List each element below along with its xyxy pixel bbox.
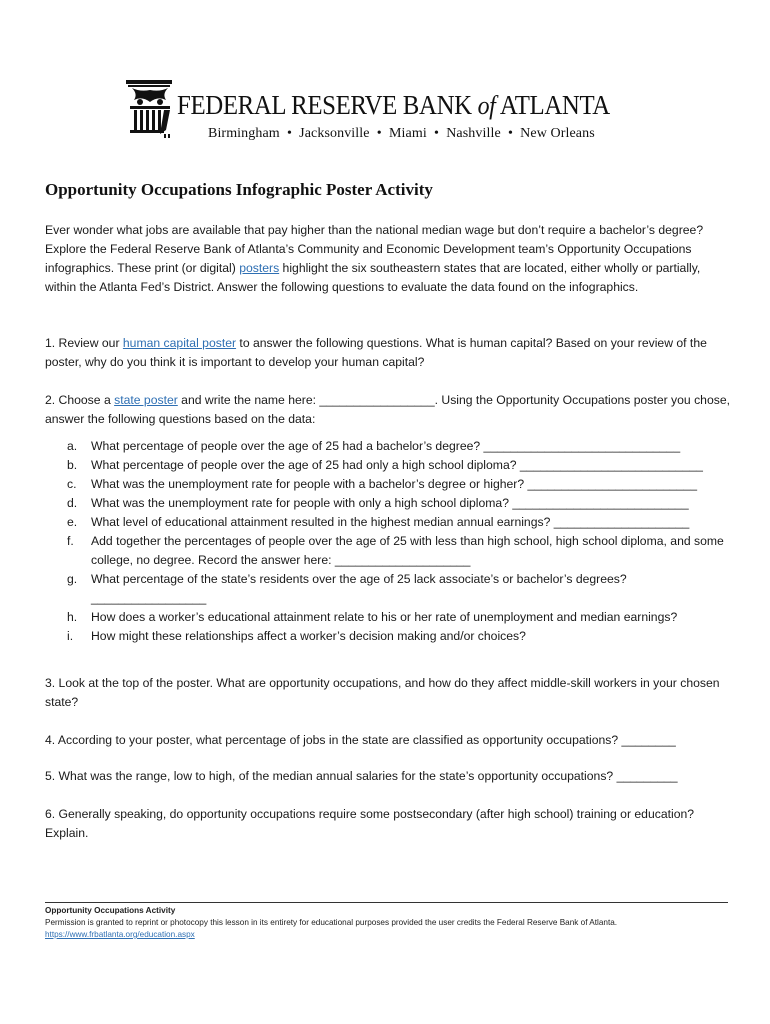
sub-question-letter: b. <box>67 458 78 472</box>
sub-question-f <box>67 532 732 570</box>
district-cities: Birmingham • Jacksonville • Miami • Nashville • New Orleans <box>208 126 595 141</box>
sub-question-letter: e. <box>67 515 78 529</box>
sub-question-e <box>67 513 732 532</box>
footer-url-link[interactable]: https://www.frbatlanta.org/education.aspx <box>45 930 195 939</box>
human-capital-poster-link[interactable]: human capital poster <box>122 336 237 350</box>
q1-text-after: to answer the following questions. What is human capital? Based on your review of the poster, why do you think it is important to develop your human capital? <box>45 336 707 369</box>
sub-question-h <box>67 608 732 627</box>
page-footer <box>45 905 735 941</box>
bank-name-part-1: FEDERAL RESERVE BANK <box>177 90 478 120</box>
sub-question-i <box>67 627 732 646</box>
sub-question-text: What was the unemployment rate for people with a bachelor’s degree or higher? _________________________ <box>91 477 697 491</box>
frb-atlanta-logo <box>124 78 644 148</box>
sub-question-text: What was the unemployment rate for people with only a high school diploma? __________________________ <box>91 496 689 510</box>
intro-text-after: highlight the six southeastern states that are located, either wholly or partially, within the Atlanta Fed’s District. Answer the following questions to evaluate the data found on the infographics. <box>45 261 701 294</box>
sub-question-text: What percentage of the state’s residents over the age of 25 lack associate’s or bachelor’s degrees? _________________ <box>91 572 627 605</box>
sub-question-letter: f. <box>67 534 74 548</box>
intro-paragraph <box>45 221 730 297</box>
question-2 <box>45 391 730 429</box>
sub-question-text: What level of educational attainment resulted in the highest median annual earnings? ____________________ <box>91 515 690 529</box>
posters-link[interactable]: posters <box>239 261 280 275</box>
q1-text-before: 1. Review our <box>45 336 123 350</box>
sub-question-text: How does a worker’s educational attainment relate to his or her rate of unemployment and median earnings? <box>91 610 678 624</box>
sub-question-a <box>67 437 732 456</box>
sub-question-letter: h. <box>67 610 78 624</box>
bank-name-part-2: ATLANTA <box>495 90 610 120</box>
sub-question-list <box>67 437 732 646</box>
question-1 <box>45 334 730 372</box>
sub-question-letter: a. <box>67 439 78 453</box>
q2-text-before: 2. Choose a <box>45 393 115 407</box>
question-3: 3. Look at the top of the poster. What are opportunity occupations, and how do they affect middle-skill workers in your chosen state? <box>45 676 720 709</box>
sub-question-text: How might these relationships affect a worker’s decision making and/or choices? <box>91 629 526 643</box>
sub-question-letter: i. <box>67 629 74 643</box>
footer-permission: Permission is granted to reprint or photocopy this lesson in its entirety for educational purposes provided the user credits the Federal Reserve Bank of Atlanta. <box>45 918 618 927</box>
sub-question-letter: g. <box>67 572 78 586</box>
question-6: 6. Generally speaking, do opportunity occupations require some postsecondary (after high school) training or education? Explain. <box>45 807 695 840</box>
footer-title: Opportunity Occupations Activity <box>45 906 176 915</box>
page-title: Opportunity Occupations Infographic Poster Activity <box>45 180 433 199</box>
question-4: 4. According to your poster, what percentage of jobs in the state are classified as opportunity occupations? ________ <box>45 733 676 747</box>
intro-text-before: Ever wonder what jobs are available that pay higher than the national median wage but don’t require a bachelor’s degree? Explore the Federal Reserve Bank of Atlanta’s Community and Economic Development team’s Opportunity Occupations infographics. These print (or digital) <box>45 223 704 275</box>
sub-question-text: What percentage of people over the age of 25 had only a high school diploma? ___________________________ <box>91 458 703 472</box>
sub-question-b <box>67 456 732 475</box>
sub-question-letter: d. <box>67 496 78 510</box>
sub-question-letter: c. <box>67 477 77 491</box>
sub-question-c <box>67 475 732 494</box>
question-5: 5. What was the range, low to high, of the median annual salaries for the state’s opportunity occupations? _________ <box>45 769 678 783</box>
sub-question-text: What percentage of people over the age of 25 had a bachelor’s degree? _____________________________ <box>91 439 681 453</box>
state-poster-link[interactable]: state poster <box>114 393 178 407</box>
bank-name <box>177 90 610 121</box>
footer-divider <box>45 902 728 903</box>
eagle-column-seal-icon <box>124 78 176 140</box>
bank-name-of: of <box>477 91 496 120</box>
sub-question-g <box>67 570 732 608</box>
sub-question-d <box>67 494 732 513</box>
sub-question-text: Add together the percentages of people over the age of 25 with less than high school, high school diploma, and some college, no degree. Record the answer here: ____________________ <box>91 534 724 567</box>
q2-text-after: and write the name here: _________________. Using the Opportunity Occupations poster you chose, answer the following questions based on the data: <box>45 393 730 426</box>
